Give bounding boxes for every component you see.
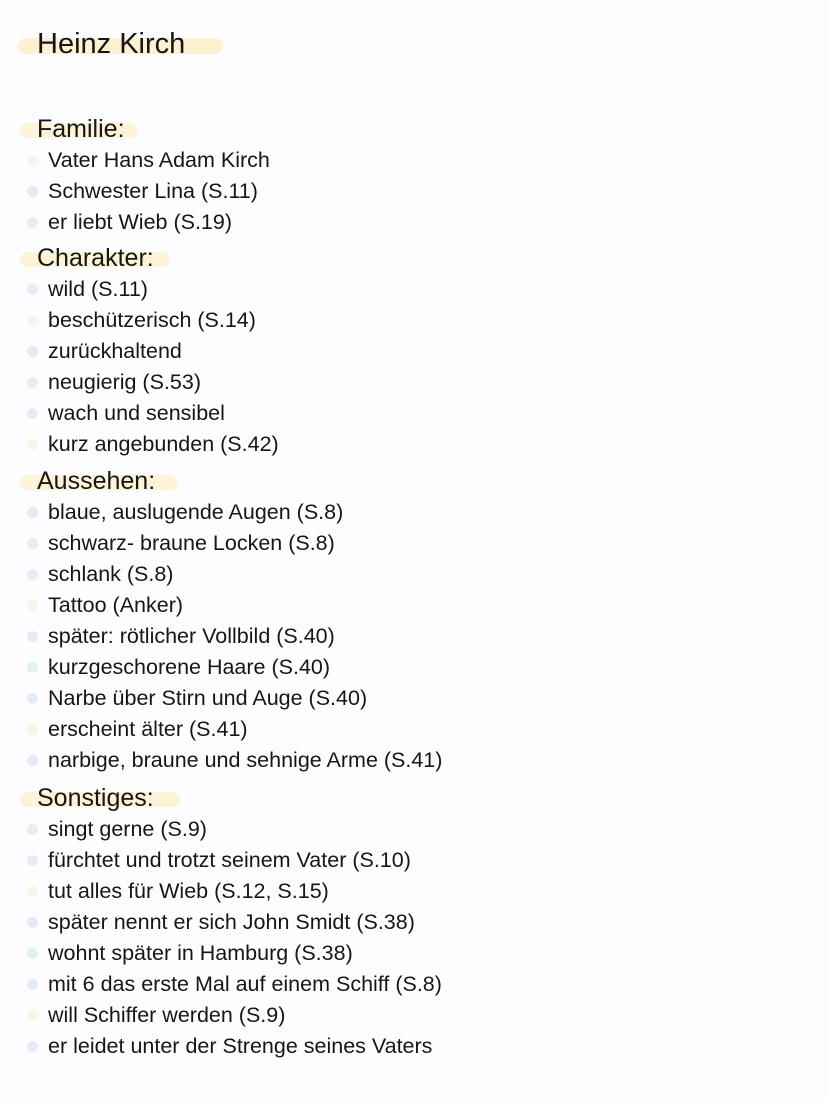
- list-item-text: narbige, braune und sehnige Arme (S.41): [48, 747, 443, 772]
- list-item-text: will Schiffer werden (S.9): [48, 1002, 286, 1027]
- list-item-text: erscheint älter (S.41): [48, 716, 248, 741]
- list-item: [0, 1031, 828, 1062]
- bullet-dot-icon: [27, 693, 38, 704]
- bullet-dot-icon: [27, 569, 38, 580]
- bullet-dot-icon: [27, 1010, 38, 1021]
- list-item: [0, 938, 828, 969]
- list-item: [0, 398, 828, 429]
- list-item-text: tut alles für Wieb (S.12, S.15): [48, 878, 329, 903]
- list-item: [0, 336, 828, 367]
- section-sonstiges: [0, 782, 828, 1062]
- list-item-text: wach und sensibel: [48, 400, 225, 425]
- bullet-dot-icon: [27, 662, 38, 673]
- item-list: [0, 497, 828, 775]
- list-item-text: später: rötlicher Vollbild (S.40): [48, 623, 335, 648]
- list-item: [0, 429, 828, 460]
- list-item: [0, 876, 828, 907]
- list-item-text: schlank (S.8): [48, 561, 174, 586]
- bullet-dot-icon: [27, 886, 38, 897]
- list-item: [0, 845, 828, 876]
- section-heading-text: Familie:: [37, 115, 125, 143]
- bullet-dot-icon: [27, 315, 38, 326]
- bullet-dot-icon: [27, 507, 38, 518]
- list-item-text: er leidet unter der Strenge seines Vaters: [48, 1033, 433, 1058]
- list-item-text: mit 6 das erste Mal auf einem Schiff (S.8): [48, 971, 442, 996]
- list-item: [0, 745, 828, 776]
- list-item: [0, 176, 828, 207]
- item-list: [0, 814, 828, 1062]
- bullet-dot-icon: [27, 155, 38, 166]
- section-aussehen: [0, 465, 828, 775]
- bullet-dot-icon: [27, 755, 38, 766]
- bullet-dot-icon: [27, 1041, 38, 1052]
- list-item-text: später nennt er sich John Smidt (S.38): [48, 909, 415, 934]
- section-heading: [0, 113, 828, 145]
- section-heading: [0, 465, 828, 497]
- list-item: [0, 1000, 828, 1031]
- bullet-dot-icon: [27, 377, 38, 388]
- item-list: [0, 145, 828, 238]
- bullet-dot-icon: [27, 439, 38, 450]
- bullet-dot-icon: [27, 631, 38, 642]
- list-item: [0, 367, 828, 398]
- list-item-text: kurz angebunden (S.42): [48, 431, 279, 456]
- list-item-text: beschützerisch (S.14): [48, 307, 256, 332]
- list-item: [0, 497, 828, 528]
- section-heading-text: Aussehen:: [37, 467, 156, 495]
- page-title: Heinz Kirch: [37, 28, 186, 60]
- list-item: [0, 145, 828, 176]
- list-item-text: er liebt Wieb (S.19): [48, 209, 233, 234]
- list-item-text: Tattoo (Anker): [48, 592, 184, 617]
- list-item-text: Vater Hans Adam Kirch: [48, 148, 270, 172]
- list-item: [0, 907, 828, 938]
- section-charakter: [0, 242, 828, 460]
- section-heading: [0, 782, 828, 814]
- bullet-dot-icon: [27, 284, 38, 295]
- bullet-dot-icon: [27, 948, 38, 959]
- section-familie: [0, 113, 828, 238]
- bullet-dot-icon: [27, 346, 38, 357]
- bullet-dot-icon: [27, 186, 38, 197]
- list-item-text: wild (S.11): [48, 277, 148, 301]
- list-item: [0, 274, 828, 305]
- section-heading-text: Sonstiges:: [37, 784, 154, 812]
- list-item: [0, 590, 828, 621]
- list-item-text: singt gerne (S.9): [48, 817, 207, 841]
- list-item: [0, 683, 828, 714]
- list-item-text: wohnt später in Hamburg (S.38): [48, 940, 353, 965]
- list-item-text: zurückhaltend: [48, 338, 182, 363]
- section-heading: [0, 242, 828, 274]
- item-list: [0, 274, 828, 460]
- bullet-dot-icon: [27, 217, 38, 228]
- list-item-text: schwarz- braune Locken (S.8): [48, 530, 335, 555]
- bullet-dot-icon: [27, 600, 38, 611]
- list-item: [0, 652, 828, 683]
- list-item: [0, 305, 828, 336]
- list-item-text: fürchtet und trotzt seinem Vater (S.10): [48, 847, 411, 872]
- list-item-text: Narbe über Stirn und Auge (S.40): [48, 685, 368, 710]
- bullet-dot-icon: [27, 724, 38, 735]
- bullet-dot-icon: [27, 408, 38, 419]
- list-item: [0, 207, 828, 238]
- list-item: [0, 559, 828, 590]
- list-item-text: blaue, auslugende Augen (S.8): [48, 500, 344, 524]
- list-item-text: Schwester Lina (S.11): [48, 178, 258, 203]
- bullet-dot-icon: [27, 855, 38, 866]
- list-item: [0, 621, 828, 652]
- bullet-dot-icon: [27, 824, 38, 835]
- list-item-text: neugierig (S.53): [48, 369, 201, 394]
- list-item: [0, 814, 828, 845]
- list-item-text: kurzgeschorene Haare (S.40): [48, 654, 331, 679]
- bullet-dot-icon: [27, 917, 38, 928]
- section-heading-text: Charakter:: [37, 244, 154, 272]
- list-item: [0, 969, 828, 1000]
- bullet-dot-icon: [27, 538, 38, 549]
- list-item: [0, 528, 828, 559]
- list-item: [0, 714, 828, 745]
- bullet-dot-icon: [27, 979, 38, 990]
